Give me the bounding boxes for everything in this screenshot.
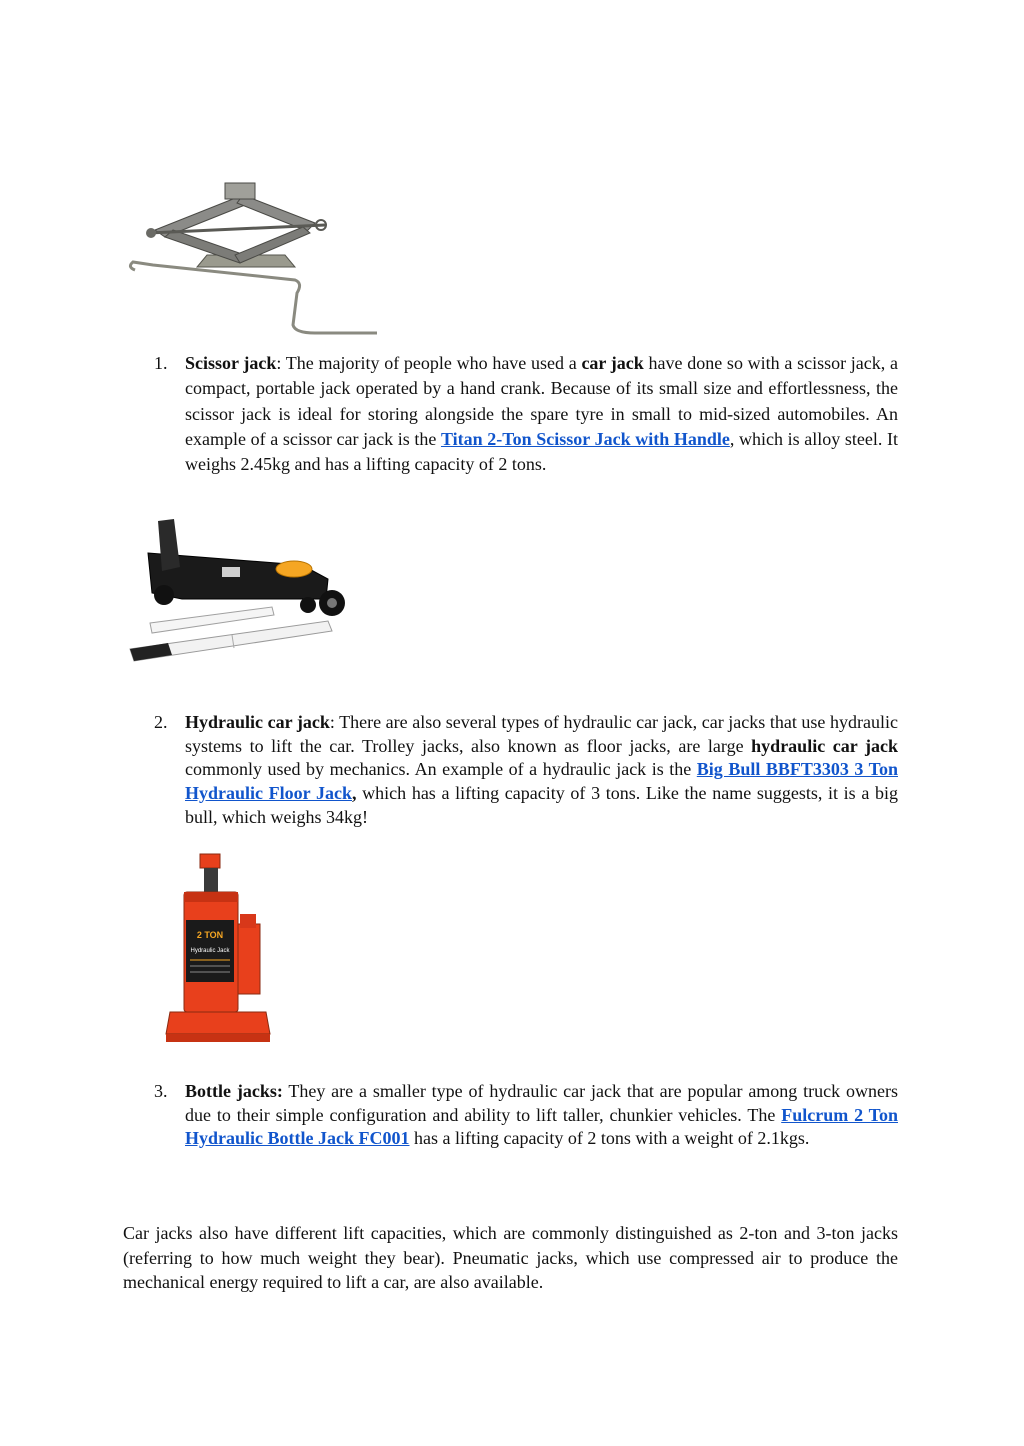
- item-text: : There are also several types of hydraulic car jack, car jacks that use hydraulic systems to lift the car. Trolley jacks, also known as floor jacks, are large: [185, 712, 898, 756]
- list-number: 3.: [154, 1081, 168, 1101]
- item-text: has a lifting capacity of 2 tons with a weight of 2.1kgs.: [409, 1128, 810, 1149]
- term-hydraulic-car-jack: Hydraulic car jack: [185, 712, 330, 732]
- item-text: , which is alloy steel. It weighs 2.45kg and has a lifting capacity of 2 tons.: [185, 428, 899, 475]
- titan-scissor-jack-link[interactable]: Titan 2-Ton Scissor Jack with Handle: [440, 428, 730, 449]
- bottle-jack-image: [160, 852, 275, 1047]
- term-car-jack: car jack: [581, 353, 644, 373]
- item-text: which has a lifting capacity of 3 tons. Like the name suggests, it is a big bull, which weighs 34kg!: [185, 783, 898, 827]
- scissor-jack-image: [125, 175, 385, 340]
- bottle-jack-label-big: 2 TON: [196, 930, 224, 940]
- big-bull-floor-jack-link[interactable]: Big Bull BBFT3303 3 Ton Hydraulic Floor Jack: [185, 759, 898, 804]
- item-text: They are a smaller type of hydraulic car jack that are popular among truck owners due to their simple configuration and ability to lift taller, chunkier vehicles. The: [185, 1081, 898, 1125]
- link-suffix: ,: [352, 783, 357, 804]
- list-item-hydraulic-car-jack: [154, 711, 898, 830]
- fulcrum-bottle-jack-link[interactable]: Fulcrum 2 Ton Hydraulic Bottle Jack FC001: [185, 1104, 898, 1149]
- closing-paragraph: Car jacks also have different lift capacities, which are commonly distinguished as 2-ton and 3-ton jacks (referring to how much weight they bear). Pneumatic jacks, which use compressed air to produce the mechanical energy required to lift a car, are also available.: [123, 1223, 898, 1292]
- item-text: have done so with a scissor jack, a compact, portable jack operated by a hand crank. Because of its small size and effortlessness, the scissor jack is ideal for storing alongside the spare tyre in small to mid-sized automobiles. An example of a scissor car jack is the: [185, 353, 898, 449]
- floor-jack-image: [122, 515, 352, 665]
- item-text: : The majority of people who have used a: [276, 353, 582, 373]
- item-text: commonly used by mechanics. An example of a hydraulic jack is the: [185, 759, 697, 780]
- term-hydraulic-car-jack-2: hydraulic car jack: [751, 735, 898, 756]
- term-bottle-jacks: Bottle jacks:: [185, 1081, 283, 1101]
- bottle-jack-label-small: Hydraulic Jack: [190, 948, 230, 954]
- list-item-scissor-jack: [154, 351, 899, 477]
- list-number: 2.: [154, 712, 168, 732]
- list-number: 1.: [154, 353, 168, 373]
- term-scissor-jack: Scissor jack: [185, 353, 277, 373]
- list-item-bottle-jacks: [154, 1080, 898, 1151]
